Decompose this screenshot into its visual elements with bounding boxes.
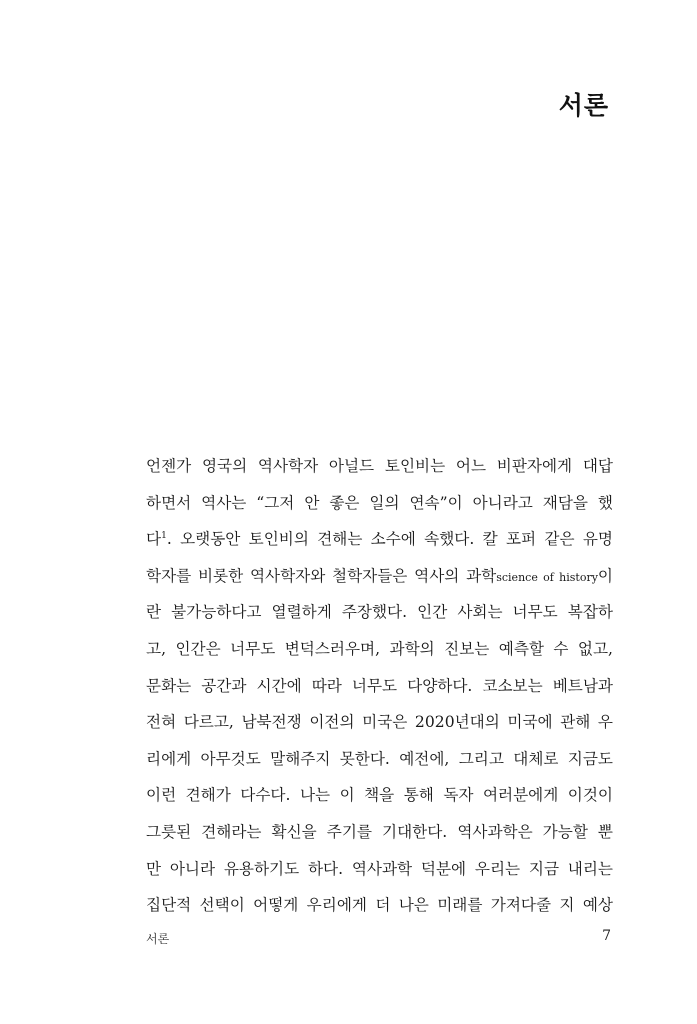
text-line-4 [146, 558, 613, 595]
text-line-5: 란 불가능하다고 열렬하게 주장했다. 인간 사회는 너무도 복잡하 [146, 603, 613, 622]
text-line-4-rest: 이 [597, 566, 613, 585]
running-footer-section: 서론 [146, 932, 170, 946]
text-line-11: 그릇된 견해라는 확신을 주기를 기대한다. 역사과학은 가능할 뿐 [146, 822, 613, 841]
footnote-marker[interactable]: 1 [161, 531, 167, 541]
text-line-1: 언젠가 영국의 역사학자 아널드 토인비는 어느 비판자에게 대답 [146, 457, 613, 475]
text-line-13: 집단적 선택이 어떻게 우리에게 더 나은 미래를 가져다줄 지 예상 [146, 896, 613, 915]
text-line-10: 이런 견해가 다수다. 나는 이 책을 통해 독자 여러분에게 이것이 [146, 786, 613, 805]
chapter-title: 서론 [558, 91, 609, 120]
text-line-12: 만 아니라 유용하기도 하다. 역사과학 덕분에 우리는 지금 내리는 [146, 859, 613, 878]
text-line-7: 문화는 공간과 시간에 따라 너무도 다양하다. 코소보는 베트남과 [146, 676, 613, 695]
text-line-3-rest: . 오랫동안 토인비의 견해는 소수에 속했다. 칼 포퍼 같은 유명 [166, 530, 613, 549]
text-line-6: 고, 인간은 너무도 변덕스러우며, 과학의 진보는 예측할 수 없고, [146, 639, 613, 658]
text-line-8: 전혀 다르고, 남북전쟁 이전의 미국은 2020년대의 미국에 관해 우 [146, 713, 613, 732]
text-line-3 [146, 521, 613, 558]
english-gloss: science of history [496, 570, 598, 584]
text-line-3-start: 다 [146, 530, 162, 549]
text-line-9: 리에게 아무것도 말해주지 못한다. 예전에, 그리고 대체로 지금도 [146, 749, 613, 768]
text-line-4-start: 학자를 비롯한 역사학자와 철학자들은 역사의 과학 [146, 566, 497, 585]
page-number: 7 [602, 928, 611, 944]
text-line-2: 하면서 역사는 “그저 안 좋은 일의 연속”이 아니라고 재담을 했 [146, 493, 613, 512]
body-paragraph [146, 448, 613, 924]
